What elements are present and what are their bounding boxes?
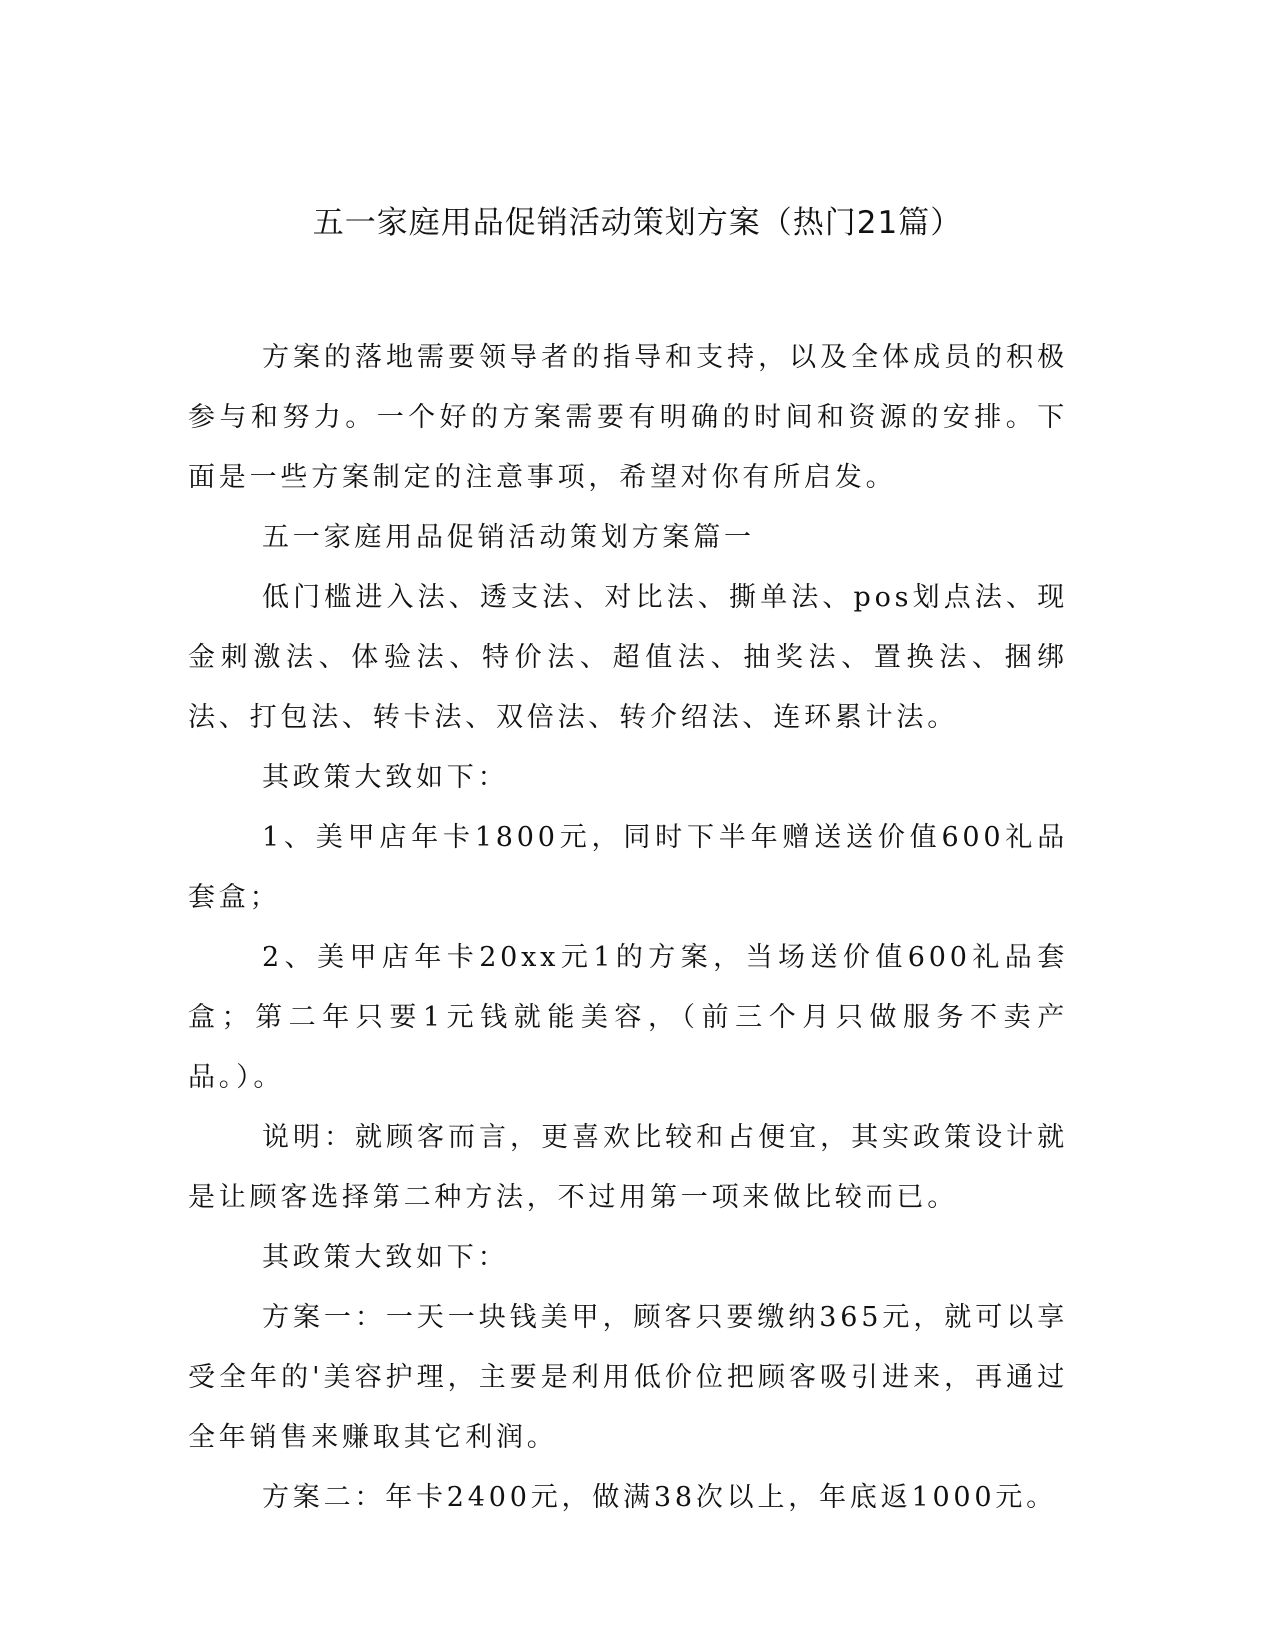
document-body	[188, 328, 1068, 1528]
policy-item-1: 1、美甲店年卡1800元，同时下半年赠送送价值600礼品套盒；	[188, 822, 1068, 913]
plan-one-paragraph: 方案一：一天一块钱美甲，顾客只要缴纳365元，就可以享受全年的'美容护理，主要是利用低价位把顾客吸引进来，再通过全年销售来赚取其它利润。	[188, 1302, 1068, 1453]
policy-intro-paragraph: 其政策大致如下：	[262, 762, 509, 793]
section-heading: 五一家庭用品促销活动策划方案篇一	[262, 522, 755, 553]
methods-paragraph: 低门槛进入法、透支法、对比法、撕单法、pos划点法、现金刺激法、体验法、特价法、超值法、抽奖法、置换法、捆绑法、打包法、转卡法、双倍法、转介绍法、连环累计法。	[188, 582, 1068, 733]
policy-item-2: 2、美甲店年卡20xx元1的方案，当场送价值600礼品套盒；第二年只要1元钱就能美容，（前三个月只做服务不卖产品。）。	[188, 942, 1068, 1093]
policy-intro-paragraph-2: 其政策大致如下：	[262, 1242, 509, 1273]
plan-two-paragraph: 方案二：年卡2400元，做满38次以上，年底返1000元。	[262, 1482, 1057, 1513]
explanation-paragraph: 说明：就顾客而言，更喜欢比较和占便宜，其实政策设计就是让顾客选择第二种方法，不过用第一项来做比较而已。	[188, 1122, 1068, 1213]
document-title: 五一家庭用品促销活动策划方案（热门21篇）	[312, 205, 963, 241]
intro-paragraph: 方案的落地需要领导者的指导和支持，以及全体成员的积极参与和努力。一个好的方案需要有明确的时间和资源的安排。下面是一些方案制定的注意事项，希望对你有所启发。	[188, 342, 1068, 493]
